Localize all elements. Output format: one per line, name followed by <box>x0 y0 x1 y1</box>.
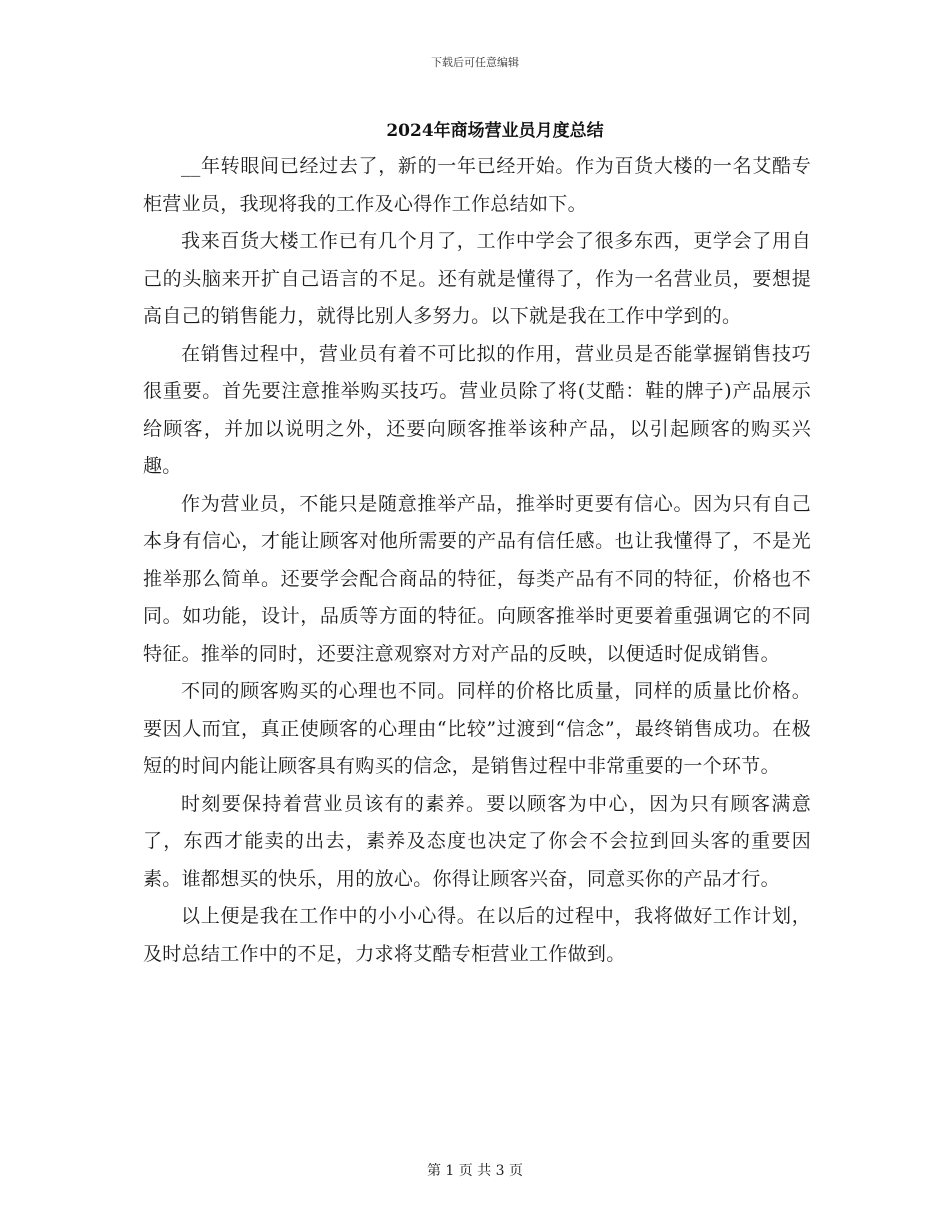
paragraph-intro: __年转眼间已经过去了，新的一年已经开始。作为百货大楼的一名艾酷专柜营业员，我现将我的工作及心得作工作总结如下。 <box>143 155 811 215</box>
paragraph-confidence: 作为营业员，不能只是随意推举产品，推举时更要有信心。因为只有自己本身有信心，才能让顾客对他所需要的产品有信任感。也让我懂得了，不是光推举那么简单。还要学会配合商品的特征，每类产品有不同的特征，价格也不同。如功能，设计，品质等方面的特征。向顾客推举时更要着重强调它的不同特征。推举的同时，还要注意观察对方对产品的反映，以便适时促成销售。 <box>143 492 811 665</box>
document-title: 2024年商场营业员月度总结 <box>386 121 604 141</box>
paragraph-learning: 我来百货大楼工作已有几个月了，工作中学会了很多东西，更学会了用自己的头脑来开扩自己语言的不足。还有就是懂得了，作为一名营业员，要想提高自己的销售能力，就得比别人多努力。以下就是我在工作中学到的。 <box>143 230 811 327</box>
paragraph-customer-psychology: 不同的顾客购买的心理也不同。同样的价格比质量，同样的质量比价格。要因人而宜，真正使顾客的心理由“比较”过渡到“信念”，最终销售成功。在极短的时间内能让顾客具有购买的信念，是销售过程中非常重要的一个环节。 <box>143 680 811 777</box>
page-header-note: 下载后可任意编辑 <box>431 56 519 69</box>
paragraph-conclusion: 以上便是我在工作中的小小心得。在以后的过程中，我将做好工作计划，及时总结工作中的不足，力求将艾酷专柜营业工作做到。 <box>143 905 811 965</box>
paragraph-sales-skills: 在销售过程中，营业员有着不可比拟的作用，营业员是否能掌握销售技巧很重要。首先要注意推举购买技巧。营业员除了将(艾酷：鞋的牌子)产品展示给顾客，并加以说明之外，还要向顾客推举该种产品，以引起顾客的购买兴趣。 <box>143 342 811 477</box>
paragraph-professionalism: 时刻要保持着营业员该有的素养。要以顾客为中心，因为只有顾客满意了，东西才能卖的出去，素养及态度也决定了你会不会拉到回头客的重要因素。谁都想买的快乐，用的放心。你得让顾客兴奋，同意买你的产品才行。 <box>143 792 811 890</box>
page-number: 第 1 页 共 3 页 <box>426 1163 524 1179</box>
document-body <box>143 148 811 973</box>
